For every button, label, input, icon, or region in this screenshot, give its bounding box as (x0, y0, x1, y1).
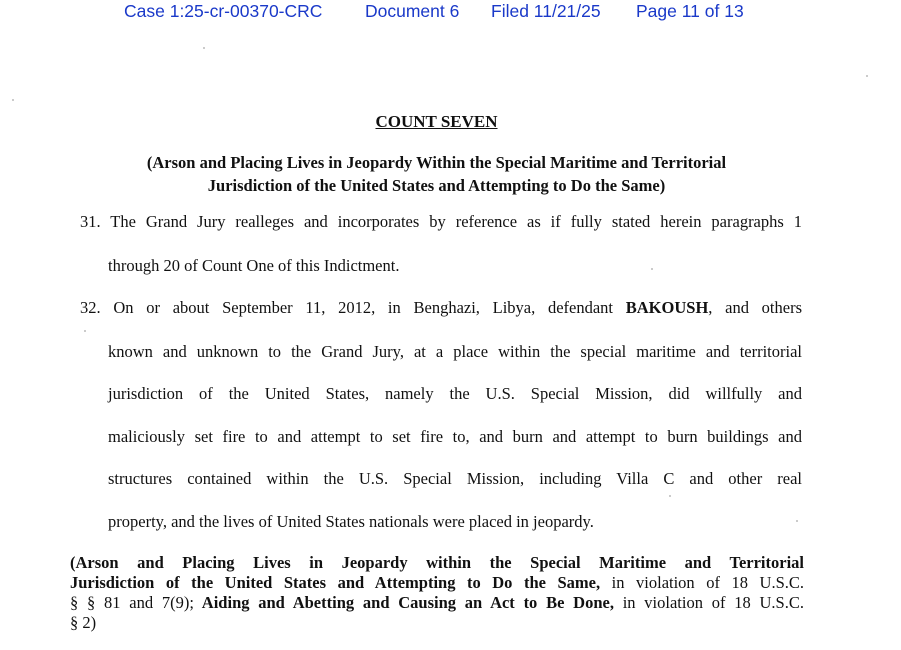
citation-line-4: § 2) (70, 613, 97, 632)
count-title: COUNT SEVEN (375, 112, 498, 131)
case-number: Case 1:25-cr-00370-CRC (124, 1, 323, 21)
scan-speck (651, 268, 653, 270)
filed-date: Filed 11/21/25 (491, 1, 601, 21)
count-subtitle (0, 151, 873, 197)
citation-statute: § § 81 and 7(9); (70, 593, 194, 612)
paragraph-32-line-3: jurisdiction of the United States, namely the U.S. Special Mission, did willfully and (108, 384, 802, 403)
paragraph-31-line-2: through 20 of Count One of this Indictment. (108, 256, 400, 275)
count-subtitle-line-2: Jurisdiction of the United States and Attempting to Do the Same) (207, 176, 666, 195)
defendant-name: BAKOUSH (625, 298, 709, 317)
scan-speck (796, 520, 798, 522)
citation-line-3 (70, 593, 804, 613)
citation-violation-text-2: in violation of 18 U.S.C. (613, 593, 804, 612)
paragraph-32-line-6: property, and the lives of United States nationals were placed in jeopardy. (108, 512, 594, 531)
ecf-header (0, 0, 901, 22)
citation-offense-title-cont: Jurisdiction of the United States and Attempting to Do the Same, (70, 573, 601, 592)
paragraph-32-text: 32. On or about September 11, 2012, in Benghazi, Libya, defendant (80, 298, 614, 317)
scan-speck (12, 99, 14, 101)
paragraph-32-line-4: maliciously set fire to and attempt to set fire to, and burn and attempt to burn buildings and (108, 427, 802, 446)
paragraph-32-line-2: known and unknown to the Grand Jury, at a place within the special maritime and territorial (108, 342, 802, 361)
paragraph-32-line-5: structures contained within the U.S. Special Mission, including Villa C and other real (108, 469, 802, 488)
citation-aiding-abetting: Aiding and Abetting and Causing an Act to Be Done, (193, 593, 614, 612)
count-subtitle-line-1: (Arson and Placing Lives in Jeopardy Within the Special Maritime and Territorial (146, 153, 727, 172)
citation-line-2 (70, 573, 804, 593)
scan-speck (203, 47, 205, 49)
document-number: Document 6 (365, 1, 460, 21)
paragraph-32-line-1 (80, 298, 802, 318)
scan-speck (669, 495, 671, 497)
page-number: Page 11 of 13 (636, 1, 744, 21)
scan-speck (84, 330, 86, 332)
citation-violation-text: in violation of 18 U.S.C. (600, 573, 804, 592)
paragraph-31-line-1: 31. The Grand Jury realleges and incorporates by reference as if fully stated herein paragraphs 1 (80, 212, 802, 231)
scan-speck (866, 75, 868, 77)
citation-offense-title: (Arson and Placing Lives in Jeopardy within the Special Maritime and Territorial (70, 553, 804, 572)
citation-line-1 (70, 553, 804, 573)
statutory-citation (70, 553, 804, 633)
paragraph-32-text-tail: , and others (708, 298, 803, 317)
